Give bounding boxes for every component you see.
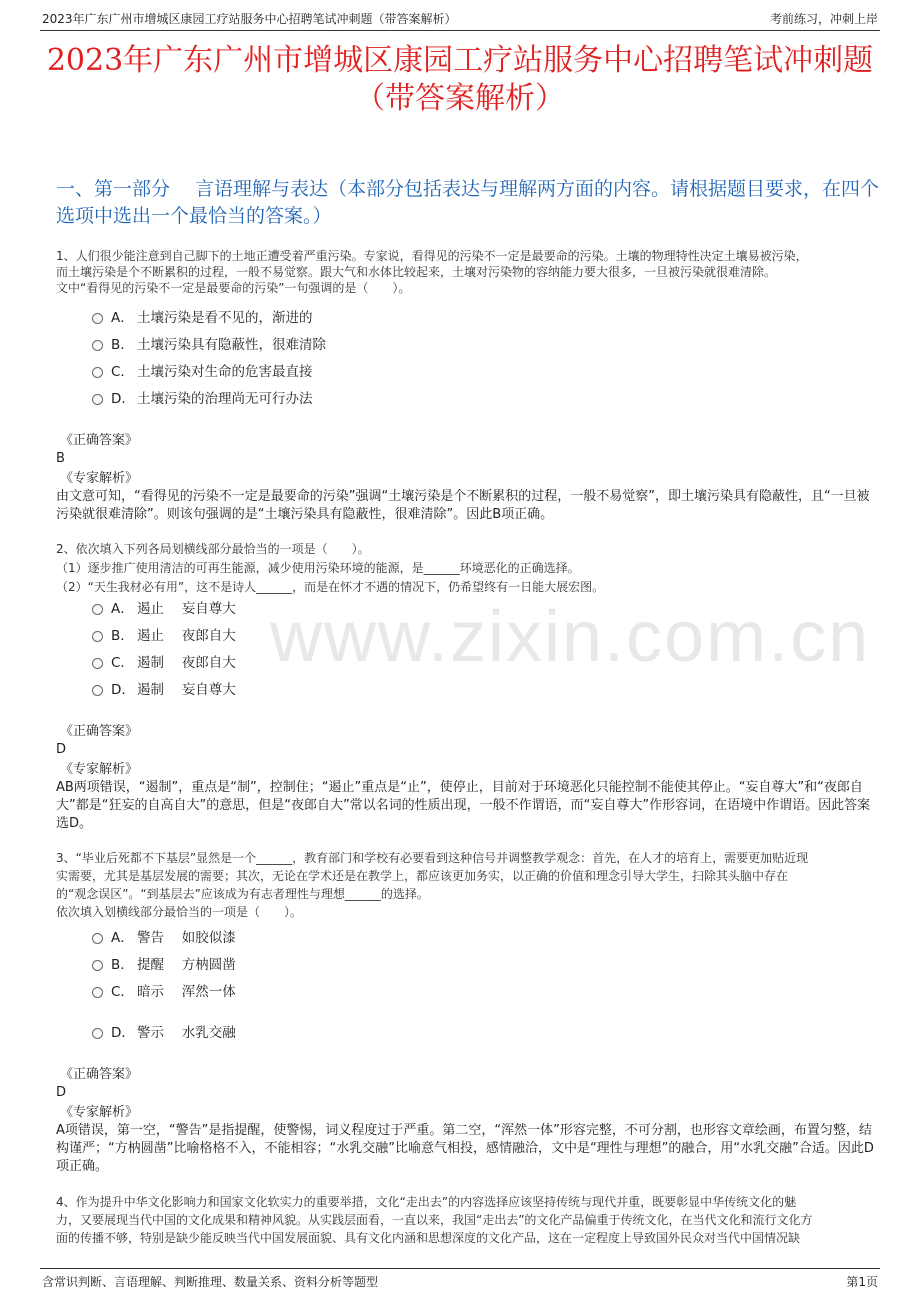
header-slogan: 考前练习，冲刺上岸 (769, 12, 878, 26)
option-c[interactable]: C． 遏制 夜郎自大 (92, 653, 236, 673)
analysis-label: 《专家解析》 (60, 1105, 139, 1120)
option-d[interactable]: D． 警示 水乳交融 (92, 1023, 236, 1043)
option-d[interactable]: D． 土壤污染的治理尚无可行办法 (92, 389, 313, 409)
header-doc-title: 2023年广东广州市增城区康园工疗站服务中心招聘笔试冲刺题（带答案解析） (42, 12, 457, 26)
option-a[interactable]: A． 土壤污染是看不见的，渐进的 (92, 308, 313, 328)
question-stem: 3、“毕业后死都不下基层”显然是一个______，教育部门和学校有必要看到这种信号并调整教学观念：首先，在人才的培育上，需要更加贴近现 实需要，尤其是基层发展的需要；其次，无论在学术还是在教学上，都应该更加务实，以正确的价值和理念引导大学生，扫除其头脑中存在 的“观念误区”。“到基层去”应该成为有志者理性与理想______的选择。 依次填入划横线部分最恰当的一项是（ ）。 (56, 851, 809, 919)
section-title: 一、第一部分 言语理解与表达（本部分包括表达与理解两方面的内容。请根据题目要求，在四个选项中选出一个最恰当的答案。） (56, 178, 880, 227)
radio-button[interactable] (92, 987, 103, 998)
radio-button[interactable] (92, 367, 103, 378)
option-b[interactable]: B． 遏止 夜郎自大 (92, 626, 236, 646)
watermark: www.zixin.com.cn (270, 597, 871, 677)
option-a[interactable]: A． 遏止 妄自尊大 (92, 599, 236, 619)
radio-button[interactable] (92, 631, 103, 642)
analysis-text: AB两项错误，“遏制”，重点是“制”，控制住；“遏止”重点是“止”，使停止，目前对于环境恶化只能控制不能使其停止。“妄自尊大”和“夜郎自大”都是“狂妄的自高自大”的意思，但是“夜郎自大”常以名词的性质出现，一般不作谓语，而“妄自尊大”作形容词，在语境中作谓语。因此答案选D。 (56, 780, 871, 831)
page-header (40, 8, 880, 31)
radio-button[interactable] (92, 685, 103, 696)
radio-button[interactable] (92, 394, 103, 405)
answer-label: 《正确答案》 (60, 433, 139, 448)
radio-button[interactable] (92, 658, 103, 669)
answer-value: B (56, 451, 65, 466)
option-d[interactable]: D． 遏制 妄自尊大 (92, 680, 236, 700)
radio-button[interactable] (92, 604, 103, 615)
analysis-text: 由文意可知，“看得见的污染不一定是最要命的污染”强调“土壤污染是个不断累积的过程，一般不易觉察”，即土壤污染具有隐蔽性，且“一旦被污染就很难清除”。则该句强调的是“土壤污染具有隐蔽性，很难清除”。因此B项正确。 (56, 489, 870, 522)
answer-value: D (56, 742, 67, 757)
page-title-line2: （带答案解析） (355, 81, 565, 116)
analysis-label: 《专家解析》 (60, 762, 139, 777)
radio-button[interactable] (92, 313, 103, 324)
option-c[interactable]: C． 暗示 浑然一体 (92, 982, 236, 1002)
answer-value: D (56, 1085, 67, 1100)
page-footer (40, 1268, 880, 1291)
radio-button[interactable] (92, 960, 103, 971)
option-b[interactable]: B． 提醒 方枘圆凿 (92, 955, 236, 975)
answer-label: 《正确答案》 (60, 1067, 139, 1082)
page-title (40, 42, 880, 118)
option-b[interactable]: B． 土壤污染具有隐蔽性，很难清除 (92, 335, 326, 355)
radio-button[interactable] (92, 933, 103, 944)
option-a[interactable]: A． 警告 如胶似漆 (92, 928, 236, 948)
option-c[interactable]: C． 土壤污染对生命的危害最直接 (92, 362, 313, 382)
analysis-label: 《专家解析》 (60, 471, 139, 486)
page-title-line1: 2023年广东广州市增城区康园工疗站服务中心招聘笔试冲刺题 (46, 43, 874, 78)
question-stem: 2、依次填入下列各局划横线部分最恰当的一项是（ ）。 （1）逐步推广使用清洁的可再生能源，减少使用污染环境的能源，是______环境恶化的正确选择。 （2）“天生我材必有用”，这不是诗人______，而是在怀才不遇的情况下，仍希望终有一日能大展宏图。 (56, 542, 605, 594)
page-number: 第1页 (846, 1275, 878, 1289)
radio-button[interactable] (92, 340, 103, 351)
question-stem: 1、人们很少能注意到自己脚下的土地正遭受着严重污染。专家说，看得见的污染不一定是最要命的污染。土壤的物理特性决定土壤易被污染， 而土壤污染是个不断累积的过程，一般不易觉察。跟大气和水体比较起来，土壤对污染物的容纳能力要大很多，一旦被污染就很难清除。 文中“看得见的污染不一定是最要命的污染”一句强调的是（ ）。 (56, 249, 808, 295)
question-stem: 4、作为提升中华文化影响力和国家文化软实力的重要举措，文化“走出去”的内容选择应该坚持传统与现代并重，既要彰显中华传统文化的魅 力，又要展现当代中国的文化成果和精神风貌。从实践层面看，一直以来，我国“走出去”的文化产品偏重于传统文化，在当代文化和流行文化方 面的传播不够，特别是缺少能反映当代中国发展面貌、具有文化内涵和思想深度的文化产品，这在一定程度上导致国外民众对当代中国情况缺 (56, 1195, 813, 1245)
analysis-text: A项错误，第一空，“警告”是指提醒，使警惕，词义程度过于严重。第二空，“浑然一体”形容完整，不可分割，也形容文章绘画，布置匀整，结构谨严；“方枘圆凿”比喻格格不入，不能相容；“水乳交融”比喻意气相投，感情融洽，文中是“理性与理想”的融合，用“水乳交融”合适。因此D项正确。 (56, 1123, 874, 1174)
answer-label: 《正确答案》 (60, 724, 139, 739)
footer-note: 含常识判断、言语理解、判断推理、数量关系、资料分析等题型 (42, 1275, 379, 1289)
radio-button[interactable] (92, 1028, 103, 1039)
